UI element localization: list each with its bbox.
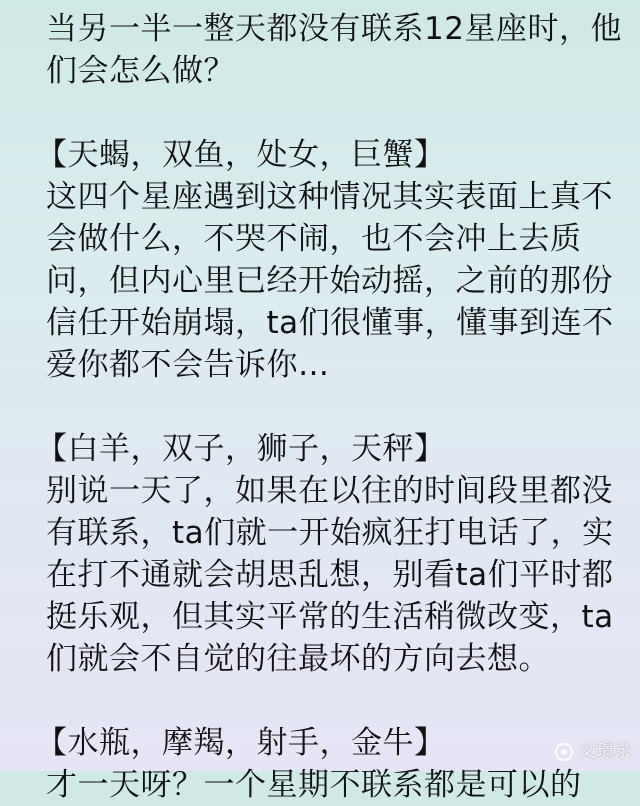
- section-3-line-1: 才一天呀？一个星期不联系都是可以的: [46, 767, 582, 803]
- watermark-text: 文璟录: [578, 741, 632, 762]
- section-1-line-1: 这四个星座遇到这种情况其实表面上真不: [46, 179, 613, 215]
- section-2-line-5: 们就会不自觉的往最坏的方向去想。: [46, 641, 550, 677]
- section-1-line-2: 会做什么，不哭不闹，也不会冲上去质: [46, 221, 582, 257]
- section-2-line-2: 有联系，ta们就一开始疯狂打电话了，实: [46, 515, 614, 551]
- section-1-line-3: 问，但内心里已经开始动摇，之前的那份: [46, 263, 613, 299]
- watermark: [554, 741, 632, 763]
- brand-logo-icon: [554, 742, 574, 762]
- section-2-line-4: 挺乐观，但其实平常的生活稍微改变，ta: [46, 599, 614, 635]
- title-line-2: 们会怎么做？: [46, 53, 235, 89]
- title-line-1: 当另一半一整天都没有联系12星座时，他: [46, 11, 622, 47]
- article-body: [36, 8, 626, 806]
- section-2-line-1: 别说一天了，如果在以往的时间段里都没: [46, 473, 613, 509]
- section-heading-2: 【白羊，双子，狮子，天秤】: [36, 431, 446, 467]
- spacer: [46, 92, 626, 134]
- section-1-line-4: 信任开始崩塌，ta们很懂事，懂事到连不: [46, 305, 614, 341]
- section-2-line-3: 在打不通就会胡思乱想，别看ta们平时都: [46, 557, 614, 593]
- spacer: [46, 386, 626, 428]
- section-heading-1: 【天蝎，双鱼，处女，巨蟹】: [36, 137, 446, 173]
- spacer: [46, 680, 626, 722]
- section-1-line-5: 爱你都不会告诉你…: [46, 347, 330, 383]
- section-heading-3: 【水瓶，摩羯，射手，金牛】: [36, 725, 446, 761]
